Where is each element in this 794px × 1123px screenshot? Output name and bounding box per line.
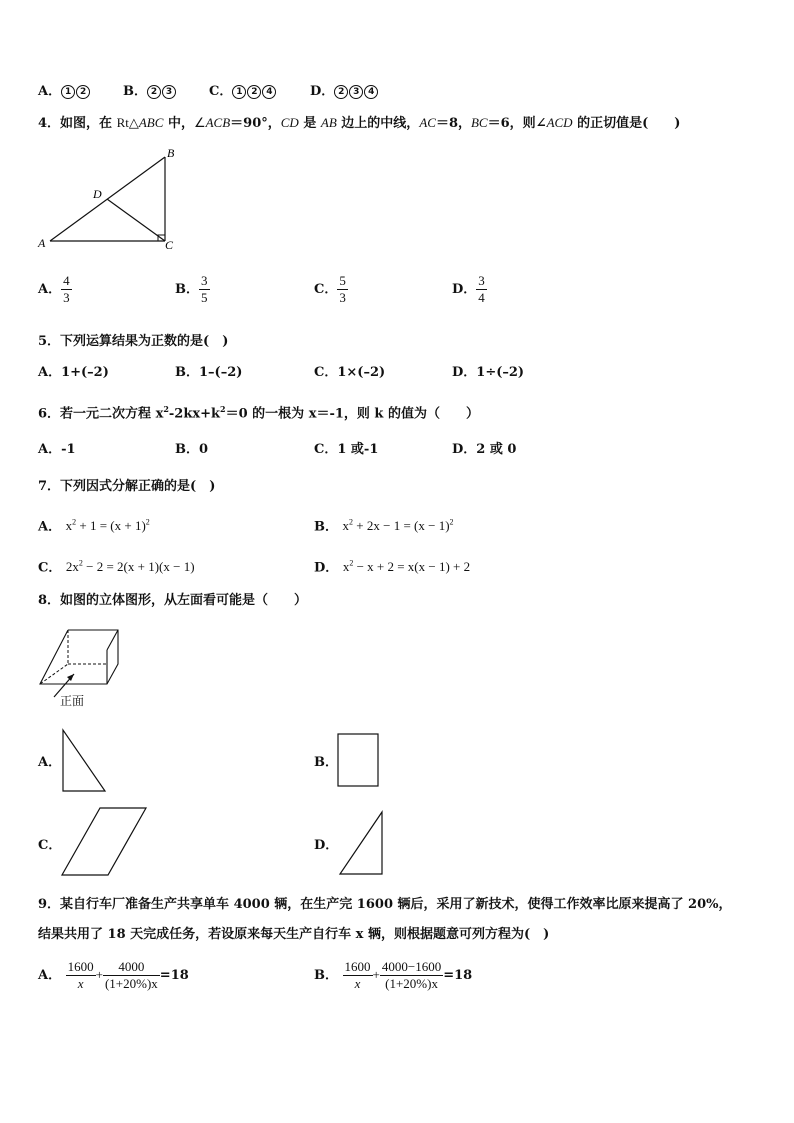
denominator: x — [354, 976, 361, 991]
superscript: 2 — [349, 559, 354, 568]
circled-number: 4 — [262, 85, 276, 99]
q3-option-c — [209, 83, 277, 101]
option-text: 1×(–2) — [337, 365, 386, 380]
text: − x + 2 = x(x − 1) + 2 — [353, 559, 471, 575]
q8-option-d-shape — [337, 810, 387, 878]
circled-number: 3 — [162, 85, 176, 99]
option-label: C． — [209, 84, 233, 99]
numerator: 4000−1600 — [381, 959, 442, 974]
front-label: 正面 — [60, 694, 85, 708]
denominator: (1+20%)x — [385, 976, 438, 991]
text: x — [65, 518, 73, 534]
numerator: 4 — [63, 273, 70, 288]
denominator: x — [77, 976, 84, 991]
q7-option-b — [314, 514, 454, 536]
circled-number: 2 — [247, 85, 261, 99]
rectangle-shape — [338, 734, 378, 786]
q9-stem-line-1: 9．某自行车厂准备生产共享单车 4000 辆，在生产完 1600 辆后，采用了新技术，使得工作效率比原来提高了 20%， — [38, 897, 732, 912]
numerator: 1600 — [67, 959, 94, 974]
equation-rhs: =18 — [443, 968, 473, 983]
numerator: 4000 — [103, 960, 160, 976]
option-text: 1 或-1 — [337, 442, 379, 457]
q5-option-b — [175, 364, 242, 382]
right-triangle-shape — [340, 812, 382, 874]
text: ACD — [546, 115, 573, 130]
parallelogram-shape — [62, 808, 146, 875]
option-text: 2 或 0 — [476, 442, 517, 457]
numerator: 3 — [478, 273, 485, 288]
option-expression — [343, 559, 470, 574]
text: ＝8， — [435, 116, 471, 131]
q9-option-b: B． $\frac{1600}{x}$ + $\frac{4000-1600}{(1+20\%)x}$ =18 — [314, 959, 473, 991]
fraction — [337, 274, 348, 305]
superscript: 2 — [349, 518, 354, 527]
text: 的正切值是( ) — [572, 116, 681, 131]
q6-option-b — [175, 441, 208, 459]
q4-option-b — [175, 274, 210, 305]
label-c: C — [165, 238, 174, 252]
label-a: A — [38, 236, 46, 250]
superscript: 2 — [220, 404, 226, 414]
superscript: 2 — [163, 404, 169, 414]
option-label: B． — [314, 968, 338, 983]
option-label: A． — [38, 519, 62, 535]
text: (x + 1) — [110, 518, 146, 534]
q9-stem-line-2: 结果共用了 18 天完成任务，若设原来每天生产自行车 x 辆，则根据题意可列方程为( ) — [38, 927, 550, 942]
option-label: B． — [175, 282, 199, 297]
q8-option-c-label: C． — [38, 838, 62, 853]
circled-number: 1 — [61, 85, 75, 99]
text: Rt△ — [116, 115, 139, 130]
option-label: A． — [38, 282, 62, 297]
option-label: A． — [38, 365, 62, 380]
option-label: A． — [38, 968, 62, 983]
text: 2x — [65, 559, 79, 575]
q7-option-d — [314, 555, 470, 577]
option-label: A． — [38, 84, 62, 99]
option-expression — [343, 518, 454, 533]
text: ＝6，则∠ — [487, 116, 547, 131]
option-text: 0 — [199, 442, 209, 457]
option-label: C． — [314, 442, 338, 457]
superscript: 2 — [78, 559, 83, 568]
option-label: C． — [38, 560, 62, 576]
option-label: B． — [123, 84, 147, 99]
text: (x − 1) — [414, 518, 450, 534]
text: 是 — [298, 116, 321, 131]
text: AB — [320, 115, 337, 130]
text: 边上的中线， — [336, 116, 420, 131]
superscript: 2 — [449, 518, 454, 527]
q8-option-a-label: A． — [38, 755, 62, 770]
q8-option-c-shape — [60, 805, 150, 879]
denominator: 3 — [339, 290, 346, 305]
option-text: 1–(–2) — [199, 365, 243, 380]
fraction — [199, 274, 210, 305]
text: BC — [470, 115, 488, 130]
q5-stem: 5．下列运算结果为正数的是( ) — [38, 334, 229, 349]
q4-stem — [38, 114, 680, 133]
option-label: B． — [175, 365, 199, 380]
option-label: D． — [452, 365, 477, 380]
q7-option-a — [38, 514, 150, 536]
q6-option-a — [38, 441, 76, 459]
q5-option-d — [452, 364, 524, 382]
text: 4．如图，在 — [38, 116, 117, 131]
option-text: -1 — [61, 442, 76, 457]
q6-option-d — [452, 441, 516, 459]
q5-option-c — [314, 364, 385, 382]
q3-option-b — [123, 83, 177, 101]
option-label: D． — [452, 282, 477, 297]
q9-option-a: A． $\frac{1600}{x}$ + $\frac{4000}{(1+20\%)x}$ =18 — [38, 959, 189, 991]
text: ＝0 的一根为 x＝-1，则 k 的值为（ ） — [225, 406, 479, 422]
option-label: C． — [314, 282, 338, 297]
option-text: 1+(–2) — [61, 365, 109, 380]
denominator: 5 — [201, 290, 208, 305]
label-d: D — [93, 187, 102, 201]
circled-number: 4 — [364, 85, 378, 99]
q3-option-d — [310, 83, 379, 101]
denominator: (1+20%)x — [104, 976, 158, 991]
median-cd — [107, 199, 165, 241]
text: ∠ — [193, 115, 206, 130]
numerator: 5 — [339, 273, 346, 288]
option-label: B． — [314, 519, 338, 535]
fraction — [61, 274, 72, 305]
fraction — [476, 274, 487, 305]
q8-stem: 8．如图的立体图形，从左面看可能是（ ） — [38, 593, 308, 608]
text: 中， — [163, 116, 194, 131]
option-label: C． — [314, 365, 338, 380]
q6-stem — [38, 400, 479, 423]
text: ＝90°， — [230, 116, 281, 131]
circled-number: 2 — [147, 85, 161, 99]
fraction — [103, 960, 160, 991]
circled-number: 2 — [334, 85, 348, 99]
q8-option-d-label: D． — [314, 838, 339, 853]
option-text: 1÷(–2) — [476, 365, 525, 380]
circled-number: 3 — [349, 85, 363, 99]
option-label: A． — [38, 442, 62, 457]
denominator: 3 — [63, 290, 70, 305]
q3-option-a — [38, 83, 91, 101]
fraction — [66, 960, 96, 991]
front-edge-top — [107, 630, 118, 650]
text: ABC — [138, 115, 164, 130]
fraction — [380, 960, 443, 991]
text: + 2x − 1 = — [353, 518, 415, 534]
q5-option-a — [38, 364, 109, 382]
option-label: D． — [314, 560, 339, 576]
q4-option-c — [314, 274, 348, 305]
circled-number: 2 — [76, 85, 90, 99]
superscript: 2 — [145, 518, 150, 527]
fraction — [343, 960, 373, 991]
prism-outline — [40, 630, 118, 684]
option-label: D． — [310, 84, 335, 99]
q7-option-c — [38, 555, 195, 577]
q4-triangle-figure — [30, 140, 190, 255]
text: CD — [280, 115, 299, 130]
q6-option-c — [314, 441, 378, 459]
superscript: 2 — [72, 518, 77, 527]
option-label: D． — [452, 442, 477, 457]
q8-option-a-shape — [60, 728, 110, 794]
text: x — [342, 559, 350, 575]
circled-number: 1 — [232, 85, 246, 99]
option-expression — [66, 559, 195, 574]
text: 6．若一元二次方程 x — [38, 406, 164, 422]
text: -2kx+k — [168, 406, 221, 422]
text: AC — [419, 115, 436, 130]
q7-stem: 7．下列因式分解正确的是( ) — [38, 479, 216, 494]
numerator: 3 — [201, 273, 208, 288]
numerator: 1600 — [344, 959, 371, 974]
option-expression — [66, 518, 150, 533]
label-b: B — [167, 146, 175, 160]
right-triangle-shape — [63, 730, 105, 791]
q8-option-b-label: B． — [314, 755, 338, 770]
q4-option-d — [452, 274, 487, 305]
equation-rhs: =18 — [159, 968, 189, 983]
text: − 2 = 2(x + 1)(x − 1) — [82, 559, 195, 575]
text: x — [342, 518, 350, 534]
option-label: B． — [175, 442, 199, 457]
text: + 1 = — [76, 518, 111, 534]
q4-option-a — [38, 274, 72, 305]
denominator: 4 — [478, 290, 485, 305]
q8-option-b-shape — [336, 732, 382, 790]
text: ACB — [205, 115, 231, 130]
